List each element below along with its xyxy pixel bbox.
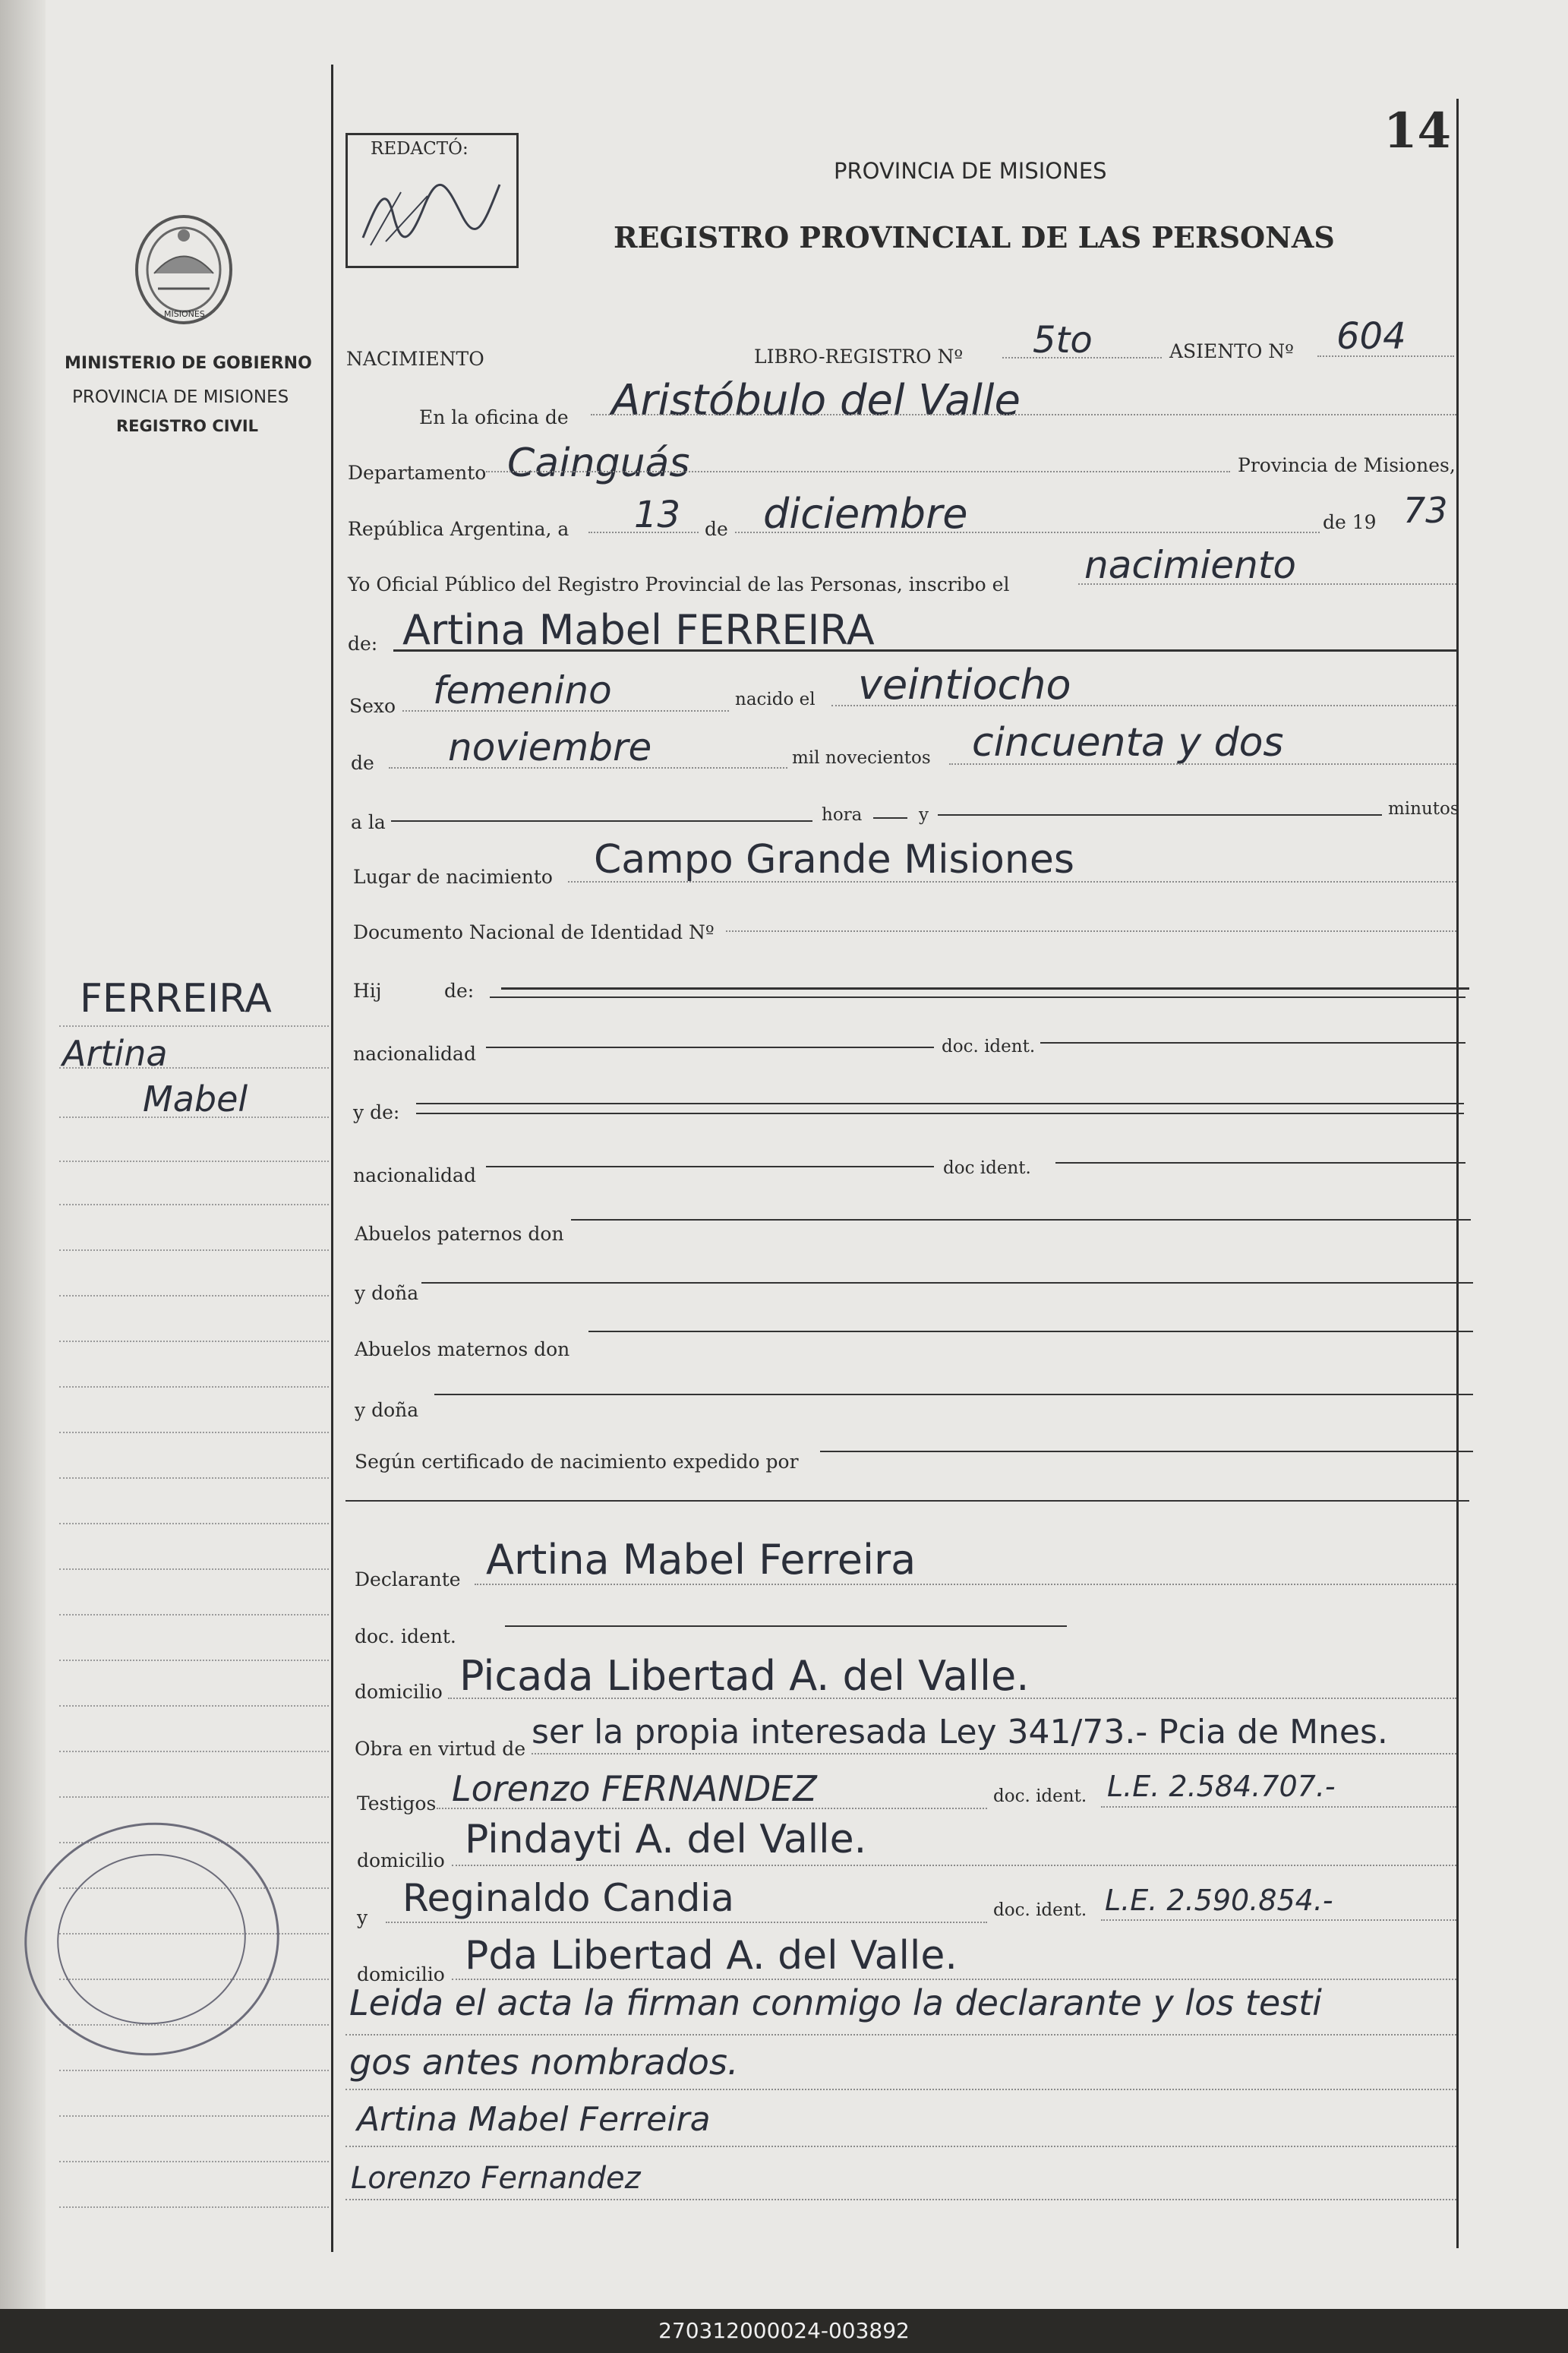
provincia-label: Provincia de Misiones, [1238, 454, 1456, 476]
domicilio3-label: domicilio [357, 1963, 445, 1985]
margin-rule [59, 2206, 329, 2208]
y-label: y [919, 805, 929, 825]
y-rule [938, 814, 1382, 816]
doc-ident2-rule [1055, 1162, 1465, 1164]
nac-mes-rule [389, 767, 787, 769]
certificado-rule [820, 1451, 1473, 1452]
margin-surname: FERREIRA [80, 976, 272, 1022]
domicilio-label: domicilio [355, 1681, 443, 1703]
yde-rule [416, 1103, 1464, 1104]
margin-rule [59, 1341, 329, 1342]
nac-anio-value: cincuenta y dos [972, 720, 1284, 766]
margin-rule [59, 1161, 329, 1162]
abuelos-mat-label: Abuelos maternos don [355, 1338, 570, 1360]
coat-of-arms [128, 209, 240, 330]
y2-label: y [357, 1906, 368, 1928]
testigo1-rule [437, 1808, 987, 1809]
testigos-label: Testigos [357, 1792, 437, 1814]
asiento-value: 604 [1336, 315, 1406, 358]
ministry-line3: REGISTRO CIVIL [116, 417, 259, 435]
testigo1-value: Lorenzo FERNANDEZ [452, 1768, 817, 1809]
margin-rule [59, 2161, 329, 2162]
hijo-de-label: de: [444, 980, 475, 1002]
domicilio2-label: domicilio [357, 1849, 445, 1871]
nombre-value: Artina Mabel FERREIRA [402, 606, 875, 654]
doc-ident-label: doc. ident. [942, 1037, 1036, 1056]
asiento-label: ASIENTO Nº [1169, 340, 1294, 362]
hora-rule [873, 817, 907, 819]
dia-value: 13 [634, 494, 681, 536]
testigo2-doc-value: L.E. 2.590.854.- [1105, 1884, 1333, 1917]
leida-line2: gos antes nombrados. [349, 2042, 739, 2083]
mil-label: mil novecientos [792, 748, 931, 768]
yde-rule-2 [416, 1113, 1464, 1114]
asiento-rule [1317, 355, 1454, 357]
certificado-label: Según certificado de nacimiento expedido por [355, 1451, 799, 1473]
inscribo-value: nacimiento [1084, 543, 1296, 587]
sexo-value: femenino [433, 668, 612, 712]
domicilio2-rule [452, 1865, 1456, 1866]
margin-name2: Mabel [143, 1079, 248, 1120]
province-header: PROVINCIA DE MISIONES [834, 158, 1107, 184]
leida-rule1 [345, 2034, 1456, 2036]
hijo-rule-2 [490, 996, 1465, 998]
libro-label: LIBRO-REGISTRO Nº [754, 346, 964, 368]
testigo2-value: Reginaldo Candia [402, 1876, 734, 1920]
mes-value: diciembre [763, 490, 968, 538]
nac-anio-rule [949, 763, 1456, 765]
nacido-rule [831, 705, 1456, 706]
sexo-rule [402, 710, 729, 712]
oficina-label: En la oficina de [419, 406, 569, 428]
seal-text: MISIONES [164, 309, 205, 319]
testigo2-doc-label: doc. ident. [993, 1900, 1087, 1920]
nacido-label: nacido el [735, 690, 816, 709]
nombre-rule [393, 649, 1456, 652]
declarante-value: Artina Mabel Ferreira [486, 1536, 917, 1584]
libro-value: 5to [1033, 319, 1093, 362]
domicilio2-value: Pindayti A. del Valle. [465, 1817, 867, 1862]
margin-rule [59, 1568, 329, 1570]
departamento-value: Cainguás [507, 441, 690, 486]
nacionalidad-rule [486, 1047, 934, 1048]
hijo-rule [501, 987, 1469, 990]
margin-name1: Artina [62, 1033, 168, 1074]
nacionalidad2-label: nacionalidad [353, 1164, 476, 1186]
lugar-label: Lugar de nacimiento [353, 866, 553, 888]
oficina-rule [591, 414, 1456, 415]
margin-rule [59, 1660, 329, 1661]
dni-rule [726, 930, 1456, 932]
margin-rule [59, 1705, 329, 1707]
signature-rule2 [345, 2199, 1456, 2200]
official-stamp [9, 1806, 294, 2072]
ala-rule [391, 820, 812, 822]
libro-rule [1002, 357, 1162, 358]
testigo2-rule [386, 1922, 987, 1923]
domicilio3-value: Pda Libertad A. del Valle. [465, 1933, 958, 1979]
abuelos-pat-rule [571, 1219, 1471, 1221]
redacto-label: REDACTÓ: [371, 139, 469, 159]
redacto-box [345, 133, 519, 268]
margin-rule [59, 1249, 329, 1251]
ministry-line2: PROVINCIA DE MISIONES [72, 387, 289, 407]
mes-rule [735, 532, 1320, 533]
margin-rule [59, 1204, 329, 1205]
margin-rule [59, 1025, 329, 1027]
de2-label: de: [348, 633, 378, 655]
de-label: de [705, 518, 728, 540]
margin-rule [59, 1477, 329, 1479]
ydona2-label: y doña [355, 1399, 419, 1421]
lugar-rule [568, 881, 1456, 883]
republica-label: República Argentina, a [348, 518, 569, 540]
obra-value: ser la propia interesada Ley 341/73.- Pcia de Mnes. [532, 1713, 1388, 1751]
doc-rule [505, 1625, 1067, 1627]
ydona-label: y doña [355, 1282, 419, 1304]
inscribo-label: Yo Oficial Público del Registro Provincial de las Personas, inscribo el [348, 573, 1010, 595]
ydona2-rule [434, 1394, 1473, 1395]
ala-label: a la [351, 811, 386, 833]
inscribo-rule [1078, 583, 1456, 585]
sexo-label: Sexo [349, 695, 396, 717]
signature-rule1 [345, 2146, 1456, 2147]
ministry-line1: MINISTERIO DE GOBIERNO [65, 354, 312, 373]
testigo2-doc-rule [1101, 1919, 1456, 1921]
margin-rule [59, 1386, 329, 1388]
declarante-label: Declarante [355, 1568, 461, 1590]
doc-label: doc. ident. [355, 1625, 456, 1647]
nacionalidad2-rule [486, 1166, 934, 1167]
de3-label: de [351, 752, 374, 774]
domicilio3-rule [452, 1979, 1456, 1980]
margin-rule [59, 1796, 329, 1798]
margin-rule [59, 1614, 329, 1616]
ydona-rule [421, 1282, 1473, 1284]
signature-testigo: Lorenzo Fernandez [351, 2161, 641, 2196]
testigo1-doc-value: L.E. 2.584.707.- [1107, 1770, 1336, 1803]
doc-ident-rule [1040, 1042, 1465, 1044]
minutos-label: minutos [1388, 799, 1459, 819]
departamento-label: Departamento [348, 462, 487, 484]
hijo-label: Hij [353, 980, 382, 1002]
lugar-value: Campo Grande Misiones [594, 837, 1074, 883]
margin-rule [59, 1523, 329, 1524]
page-number: 14 [1383, 103, 1452, 159]
registry-header: REGISTRO PROVINCIAL DE LAS PERSONAS [614, 220, 1335, 254]
record-type-label: NACIMIENTO [346, 348, 484, 370]
footer-id: 270312000024-003892 [0, 2309, 1568, 2353]
margin-rule [59, 1751, 329, 1752]
hora-label: hora [822, 805, 863, 825]
nacido-value: veintiocho [858, 661, 1071, 709]
leida-rule2 [345, 2089, 1456, 2090]
doc-ident2-label: doc ident. [943, 1158, 1031, 1178]
declarante-rule [475, 1584, 1456, 1585]
section-divider [345, 1500, 1469, 1502]
dni-label: Documento Nacional de Identidad Nº [353, 921, 715, 943]
anio-value: 73 [1403, 490, 1448, 531]
domicilio-value: Picada Libertad A. del Valle. [459, 1652, 1030, 1700]
domicilio-rule [448, 1698, 1456, 1699]
testigo1-doc-rule [1101, 1806, 1456, 1808]
left-border [331, 65, 333, 2252]
leida-line1: Leida el acta la firman conmigo la declarante y los testi [349, 1982, 1322, 2023]
anio-label: de 19 [1323, 511, 1377, 533]
margin-rule [59, 1295, 329, 1297]
margin-rule [59, 2070, 329, 2071]
redacto-signature [355, 169, 507, 261]
nac-mes-value: noviembre [448, 725, 652, 769]
abuelos-pat-label: Abuelos paternos don [355, 1223, 564, 1245]
departamento-rule [486, 471, 1230, 472]
margin-rule [59, 2115, 329, 2117]
yde-label: y de: [353, 1101, 400, 1123]
testigo1-doc-label: doc. ident. [993, 1786, 1087, 1806]
dia-rule [588, 532, 699, 533]
obra-label: Obra en virtud de [355, 1738, 526, 1760]
obra-rule [532, 1753, 1456, 1754]
nacionalidad-label: nacionalidad [353, 1043, 476, 1065]
right-border [1456, 99, 1459, 2248]
signature-declarante: Artina Mabel Ferreira [357, 2100, 711, 2139]
margin-rule [59, 1432, 329, 1433]
oficina-value: Aristóbulo del Valle [611, 376, 1021, 425]
abuelos-mat-rule [588, 1331, 1473, 1332]
